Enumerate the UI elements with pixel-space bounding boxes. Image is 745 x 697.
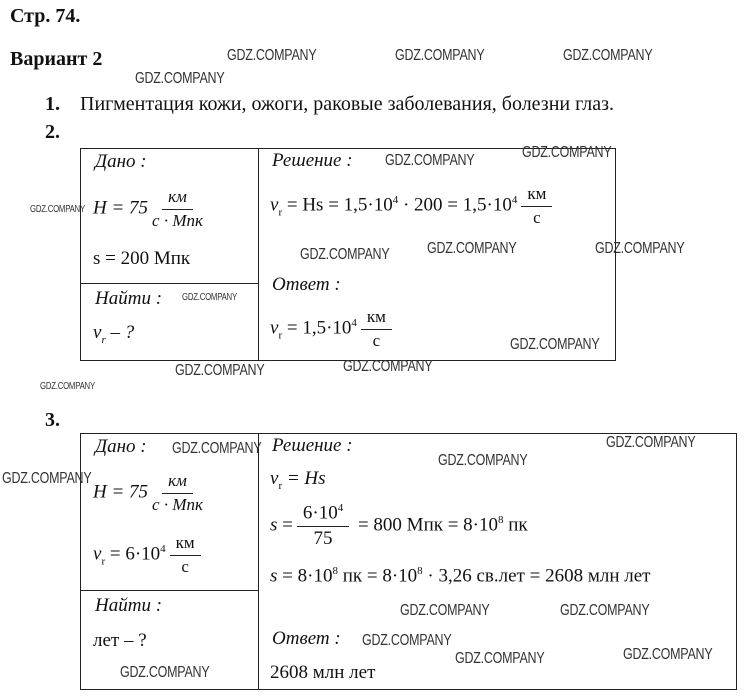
- page-label: Стр. 74.: [10, 5, 81, 27]
- solution-line-2: s = $\frac{6\cdot 10^4}{75}$ = 800 Мпк = $8\cdot 10^8$ пк: [270, 502, 528, 550]
- watermark: GDZ.COMPANY: [438, 452, 528, 469]
- watermark: GDZ.COMPANY: [563, 47, 653, 64]
- watermark: GDZ.COMPANY: [606, 434, 696, 451]
- answer-1-text: Пигментация кожи, ожоги, раковые заболевания, болезни глаз.: [80, 93, 615, 115]
- divider: [80, 283, 258, 284]
- watermark: GDZ.COMPANY: [560, 602, 650, 619]
- find-label: Найти :: [95, 595, 163, 616]
- answer-3-number: 3.: [45, 409, 60, 431]
- find-value: $v_r$ – ?: [93, 322, 135, 346]
- divider: [258, 148, 259, 360]
- solution-line-3: $s = 8\cdot 10^8$ пк = $8\cdot 10^8 \cdot 3,26$ св.лет = 2608 млн лет: [270, 565, 651, 587]
- answer-1-number: 1.: [45, 93, 60, 115]
- watermark: GDZ.COMPANY: [227, 47, 317, 64]
- watermark: GDZ.COMPANY: [400, 602, 490, 619]
- watermark: GDZ.COMPANY: [395, 47, 485, 64]
- watermark: GDZ.COMPANY: [455, 650, 545, 667]
- given-h: H = 75 $\frac{км}{\text{с · Мпк}}$: [93, 471, 203, 514]
- find-value: лет – ?: [93, 630, 147, 651]
- watermark: GDZ.COMPANY: [343, 358, 433, 375]
- answer-formula: $v_r = 1,5\cdot 10^4$ $\frac{км}{с}$: [270, 308, 396, 350]
- divider: [80, 590, 258, 591]
- watermark: GDZ.COMPANY: [510, 336, 600, 353]
- solution-label: Решение :: [272, 150, 353, 171]
- watermark: GDZ.COMPANY: [30, 204, 85, 215]
- watermark: GDZ.COMPANY: [135, 70, 225, 87]
- given-h: H = 75 $\frac{км}{\text{с · Мпк}}$: [93, 187, 203, 230]
- watermark: GDZ.COMPANY: [172, 440, 262, 457]
- watermark: GDZ.COMPANY: [175, 362, 265, 379]
- solution-line-1: $v_r = Hs$: [270, 468, 326, 492]
- divider: [258, 433, 259, 689]
- solution-label: Решение :: [272, 435, 353, 456]
- given-label: Дано :: [95, 436, 147, 457]
- given-v: $v_r = 6\cdot 10^4$ $\frac{км}{с}$: [93, 534, 205, 576]
- watermark: GDZ.COMPANY: [522, 144, 612, 161]
- given-s: s = 200 Мпк: [93, 248, 191, 269]
- watermark: GDZ.COMPANY: [623, 646, 713, 663]
- answer-label: Ответ :: [272, 274, 341, 295]
- watermark: GDZ.COMPANY: [40, 381, 95, 392]
- watermark: GDZ.COMPANY: [362, 632, 452, 649]
- variant-heading: Вариант 2: [10, 48, 103, 70]
- watermark: GDZ.COMPANY: [385, 152, 475, 169]
- answer-2-number: 2.: [45, 121, 60, 143]
- answer-label: Ответ :: [272, 628, 341, 649]
- watermark: GDZ.COMPANY: [300, 246, 390, 263]
- answer-value: 2608 млн лет: [270, 662, 376, 683]
- watermark: GDZ.COMPANY: [120, 664, 210, 681]
- given-label: Дано :: [95, 151, 147, 172]
- watermark: GDZ.COMPANY: [595, 240, 685, 257]
- solution-formula: $v_r = Hs = 1,5\cdot 10^4 \cdot 200 = 1,5\cdot 10^4$ $\frac{км}{с}$: [270, 185, 556, 227]
- watermark: GDZ.COMPANY: [427, 240, 517, 257]
- watermark: GDZ.COMPANY: [2, 470, 92, 487]
- find-label: Найти :: [95, 288, 163, 309]
- watermark: GDZ.COMPANY: [182, 292, 237, 303]
